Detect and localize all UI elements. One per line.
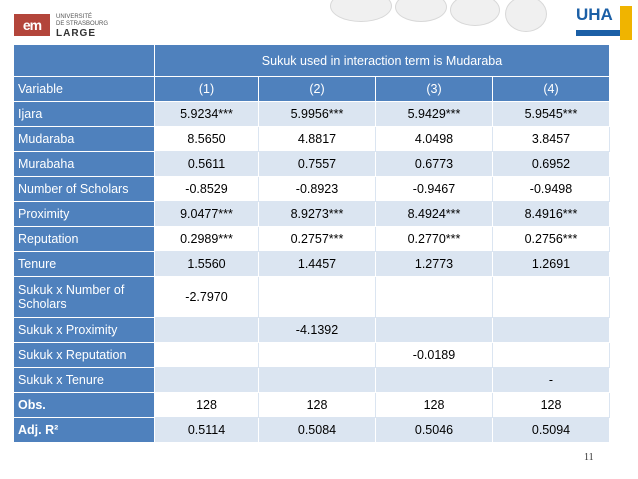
table-row xyxy=(14,418,610,443)
table-cell xyxy=(259,343,376,368)
table-cell: 128 xyxy=(493,393,610,418)
table-cell: 5.9956*** xyxy=(259,102,376,127)
decorative-blob xyxy=(330,0,392,22)
table-cell: -0.9467 xyxy=(376,177,493,202)
table-row xyxy=(14,102,610,127)
row-label: Ijara xyxy=(14,102,155,127)
table-cell xyxy=(155,343,259,368)
row-label: Sukuk x Reputation xyxy=(14,343,155,368)
table-cell xyxy=(376,318,493,343)
university-logo-left xyxy=(6,6,126,38)
table-cell xyxy=(376,277,493,318)
header-col-4: (4) xyxy=(493,77,610,102)
table-cell: 0.6952 xyxy=(493,152,610,177)
table-title-row xyxy=(14,45,610,77)
row-label: Proximity xyxy=(14,202,155,227)
header-variable: Variable xyxy=(14,77,155,102)
table-cell xyxy=(493,318,610,343)
table-cell: -0.9498 xyxy=(493,177,610,202)
table-cell: 8.4916*** xyxy=(493,202,610,227)
table-cell: -2.7970 xyxy=(155,277,259,318)
table-cell: 9.0477*** xyxy=(155,202,259,227)
table-row xyxy=(14,393,610,418)
decorative-blob xyxy=(450,0,500,26)
table-row xyxy=(14,127,610,152)
table-cell: 1.2691 xyxy=(493,252,610,277)
table-cell: 1.2773 xyxy=(376,252,493,277)
table-cell: 0.2989*** xyxy=(155,227,259,252)
table-header-row xyxy=(14,77,610,102)
decorative-blob xyxy=(505,0,547,32)
em-logo-mark: em xyxy=(14,14,50,36)
table-corner-cell xyxy=(14,45,155,77)
table-cell xyxy=(155,318,259,343)
uha-logo-text: UHA xyxy=(576,5,613,24)
row-label: Mudaraba xyxy=(14,127,155,152)
table-cell: 0.2756*** xyxy=(493,227,610,252)
uha-logo xyxy=(576,4,634,42)
table-cell: 0.7557 xyxy=(259,152,376,177)
table-cell: -0.8923 xyxy=(259,177,376,202)
table-cell: 128 xyxy=(259,393,376,418)
page-number: 11 xyxy=(584,452,594,463)
header-col-1: (1) xyxy=(155,77,259,102)
table-cell: 4.8817 xyxy=(259,127,376,152)
slide-header xyxy=(0,0,638,44)
table-cell xyxy=(493,343,610,368)
header-col-3: (3) xyxy=(376,77,493,102)
table-cell: - xyxy=(493,368,610,393)
table-cell xyxy=(493,277,610,318)
table-cell: 0.5084 xyxy=(259,418,376,443)
table-cell xyxy=(376,368,493,393)
table-cell: 128 xyxy=(376,393,493,418)
table-cell: 5.9234*** xyxy=(155,102,259,127)
table-row xyxy=(14,177,610,202)
table-cell: 3.8457 xyxy=(493,127,610,152)
table-cell xyxy=(155,368,259,393)
uha-logo-underline xyxy=(576,30,620,36)
university-name: UNIVERSITÉ DE STRASBOURG LARGE xyxy=(56,14,109,39)
row-label: Adj. R² xyxy=(14,418,155,443)
row-label: Sukuk x Proximity xyxy=(14,318,155,343)
row-label: Murabaha xyxy=(14,152,155,177)
table-cell: 8.4924*** xyxy=(376,202,493,227)
table-title: Sukuk used in interaction term is Mudaraba xyxy=(155,45,610,77)
table-cell: 0.5611 xyxy=(155,152,259,177)
table-cell: -0.0189 xyxy=(376,343,493,368)
table-cell xyxy=(259,277,376,318)
uha-logo-bar xyxy=(620,6,632,40)
table-cell: -0.8529 xyxy=(155,177,259,202)
table-cell: 0.5094 xyxy=(493,418,610,443)
row-label: Obs. xyxy=(14,393,155,418)
table-cell: 8.9273*** xyxy=(259,202,376,227)
table-row xyxy=(14,252,610,277)
table-cell: 1.5560 xyxy=(155,252,259,277)
table-cell: 1.4457 xyxy=(259,252,376,277)
table-cell: 4.0498 xyxy=(376,127,493,152)
table-cell: -4.1392 xyxy=(259,318,376,343)
decorative-blob xyxy=(395,0,447,22)
table-row xyxy=(14,318,610,343)
table-cell: 0.5114 xyxy=(155,418,259,443)
row-label: Sukuk x Tenure xyxy=(14,368,155,393)
table-cell: 0.5046 xyxy=(376,418,493,443)
table-cell: 0.2770*** xyxy=(376,227,493,252)
table-row xyxy=(14,202,610,227)
row-label: Number of Scholars xyxy=(14,177,155,202)
table-cell: 128 xyxy=(155,393,259,418)
row-label: Reputation xyxy=(14,227,155,252)
table-row xyxy=(14,227,610,252)
row-label: Sukuk x Number of Scholars xyxy=(14,277,155,318)
table-row xyxy=(14,277,610,318)
table-row xyxy=(14,368,610,393)
row-label: Tenure xyxy=(14,252,155,277)
table-row xyxy=(14,152,610,177)
table-cell: 8.5650 xyxy=(155,127,259,152)
regression-table xyxy=(13,44,610,443)
header-col-2: (2) xyxy=(259,77,376,102)
table-cell: 5.9545*** xyxy=(493,102,610,127)
table-cell: 5.9429*** xyxy=(376,102,493,127)
table-cell: 0.6773 xyxy=(376,152,493,177)
table-cell xyxy=(259,368,376,393)
table-row xyxy=(14,343,610,368)
table-cell: 0.2757*** xyxy=(259,227,376,252)
